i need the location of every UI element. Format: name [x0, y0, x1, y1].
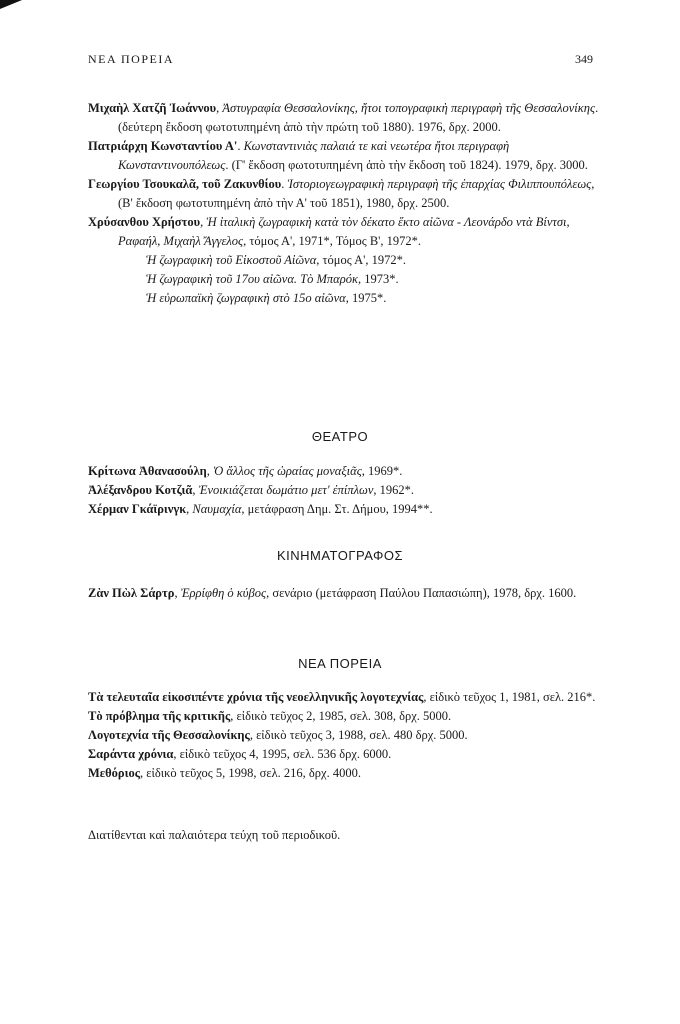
entry-title: Ἡ ἰταλικὴ ζωγραφικὴ κατὰ τὸν δέκατο ἕκτο αἰῶνα - Λεονάρδο ντὰ Βίντσι, Ραφαήλ, Μιχαὴλ Ἄγγελος — [118, 215, 570, 248]
book-subentry — [88, 251, 608, 270]
availability-note: Διατίθενται καὶ παλαιότερα τεύχη τοῦ περιοδικοῦ. — [88, 828, 341, 842]
issue-details: , εἰδικὸ τεῦχος 5, 1998, σελ. 216, δρχ. 4000. — [140, 766, 361, 780]
issue-title: Μεθόριος — [88, 766, 141, 780]
book-entry — [88, 584, 608, 603]
entry-details: , τόμος Α', 1972*. — [316, 253, 407, 267]
entry-details: , σενάριο (μετάφραση Παύλου Παπασιώπη), 1978, δρχ. 1600. — [266, 586, 577, 600]
entry-separator: , — [186, 502, 193, 516]
entry-title: Ναυμαχία — [192, 502, 242, 516]
entry-separator: , — [206, 464, 213, 478]
entry-author: Ἀλέξανδρου Κοτζιᾶ — [88, 483, 193, 497]
entry-separator: , — [192, 483, 199, 497]
entry-title: Ἡ ζωγραφικὴ τοῦ Εἰκοστοῦ Αἰῶνα — [146, 253, 317, 267]
running-header-title: ΝΕΑ ΠΟΡΕΙΑ — [88, 52, 174, 66]
entry-separator: . — [237, 139, 244, 153]
entry-details: , μετάφραση Δημ. Στ. Δήμου, 1994**. — [241, 502, 433, 516]
section-heading-theatre: ΘΕΑΤΡΟ — [311, 429, 369, 444]
issue-details: , εἰδικὸ τεῦχος 1, 1981, σελ. 216*. — [423, 690, 596, 704]
book-entry — [88, 213, 608, 251]
entry-details: , τόμος Α', 1971*, Τόμος Β', 1972*. — [243, 234, 422, 248]
entry-author: Γεωργίου Τσουκαλᾶ, τοῦ Ζακυνθίου — [88, 177, 282, 191]
book-entry — [88, 500, 608, 519]
entry-details: . (δεύτερη ἔκδοση φωτοτυπημένη ἀπὸ τὴν πρώτη τοῦ 1880). 1976, δρχ. 2000. — [118, 101, 599, 134]
entry-details: , (Β' ἔκδοση φωτοτυπημένη ἀπὸ τὴν Α' τοῦ 1851), 1980, δρχ. 2500. — [118, 177, 595, 210]
issue-entry — [88, 745, 608, 764]
issue-entry — [88, 764, 608, 783]
entry-author: Ζὰν Πὼλ Σάρτρ — [88, 586, 175, 600]
entry-author: Μιχαὴλ Χατζῆ Ἰωάννου — [88, 101, 217, 115]
entry-title: Ἐνοικιάζεται δωμάτιο μετ' ἐπίπλων — [198, 483, 374, 497]
issue-title: Τὰ τελευταῖα εἰκοσιπέντε χρόνια τῆς νεοελληνικῆς λογοτεχνίας — [88, 690, 424, 704]
entry-title: Ἱστοριογεωγραφικὴ περιγραφὴ τῆς ἐπαρχίας Φιλιππουπόλεως — [287, 177, 592, 191]
entry-author: Κρίτωνα Ἀθανασούλη — [88, 464, 207, 478]
entry-details: . (Γ' ἔκδοση φωτοτυπημένη ἀπὸ τὴν ἔκδοση τοῦ 1824). 1979, δρχ. 3000. — [225, 158, 588, 172]
entry-title: Ἡ ζωγραφικὴ τοῦ 17ου αἰῶνα. Τὸ Μπαρόκ — [146, 272, 358, 286]
entry-author: Χρύσανθου Χρήστου — [88, 215, 201, 229]
issue-title: Λογοτεχνία τῆς Θεσσαλονίκης — [88, 728, 250, 742]
entry-author: Πατριάρχη Κωνσταντίου Α' — [88, 139, 238, 153]
entry-details: , 1975*. — [345, 291, 387, 305]
entry-details: , 1962*. — [373, 483, 414, 497]
issue-details: , εἰδικὸ τεῦχος 3, 1988, σελ. 480 δρχ. 5000. — [249, 728, 468, 742]
entry-title: Ὁ ἄλλος τῆς ὡραίας μοναξιᾶς — [213, 464, 362, 478]
book-entry — [88, 99, 608, 137]
issue-details: , εἰδικὸ τεῦχος 4, 1995, σελ. 536 δρχ. 6000. — [173, 747, 392, 761]
entry-details: , 1969*. — [361, 464, 403, 478]
scan-corner-mark — [0, 0, 22, 9]
cinema-section — [88, 584, 608, 603]
theatre-section — [88, 462, 608, 519]
entry-title: Κωνσταντινιὰς παλαιά τε καὶ νεωτέρα ἤτοι περιγραφὴ Κωνσταντινουπόλεως — [118, 139, 510, 172]
book-entry — [88, 137, 608, 175]
nea-poreia-section — [88, 688, 608, 783]
book-entry — [88, 175, 608, 213]
entry-separator: , — [200, 215, 207, 229]
entry-separator: , — [174, 586, 181, 600]
issue-entry — [88, 707, 608, 726]
section-heading-cinema: ΚΙΝΗΜΑΤΟΓΡΑΦΟΣ — [276, 548, 404, 563]
issue-title: Τὸ πρόβλημα τῆς κριτικῆς — [88, 709, 231, 723]
issue-details: , εἰδικὸ τεῦχος 2, 1985, σελ. 308, δρχ. 5000. — [230, 709, 452, 723]
entry-author: Χέρμαν Γκάϊρινγκ — [88, 502, 187, 516]
history-art-section — [88, 99, 608, 308]
entry-title: Ἡ εὐρωπαϊκὴ ζωγραφικὴ στὸ 15ο αἰῶνα — [146, 291, 346, 305]
issue-entry — [88, 726, 608, 745]
entry-separator: , — [216, 101, 223, 115]
entry-title: Ἐρρίφθη ὁ κύβος — [180, 586, 267, 600]
issue-entry — [88, 688, 608, 707]
section-heading-nea-poreia: ΝΕΑ ΠΟΡΕΙΑ — [298, 656, 382, 671]
book-subentry — [88, 289, 608, 308]
entry-title: Ἀστυγραφία Θεσσαλονίκης, ἤτοι τοπογραφικὴ περιγραφὴ τῆς Θεσσαλονίκης — [222, 101, 596, 115]
entry-details: , 1973*. — [357, 272, 399, 286]
book-entry — [88, 462, 608, 481]
book-subentry — [88, 270, 608, 289]
issue-title: Σαράντα χρόνια — [88, 747, 174, 761]
page-number: 349 — [575, 52, 593, 66]
book-entry — [88, 481, 608, 500]
entry-separator: . — [281, 177, 288, 191]
